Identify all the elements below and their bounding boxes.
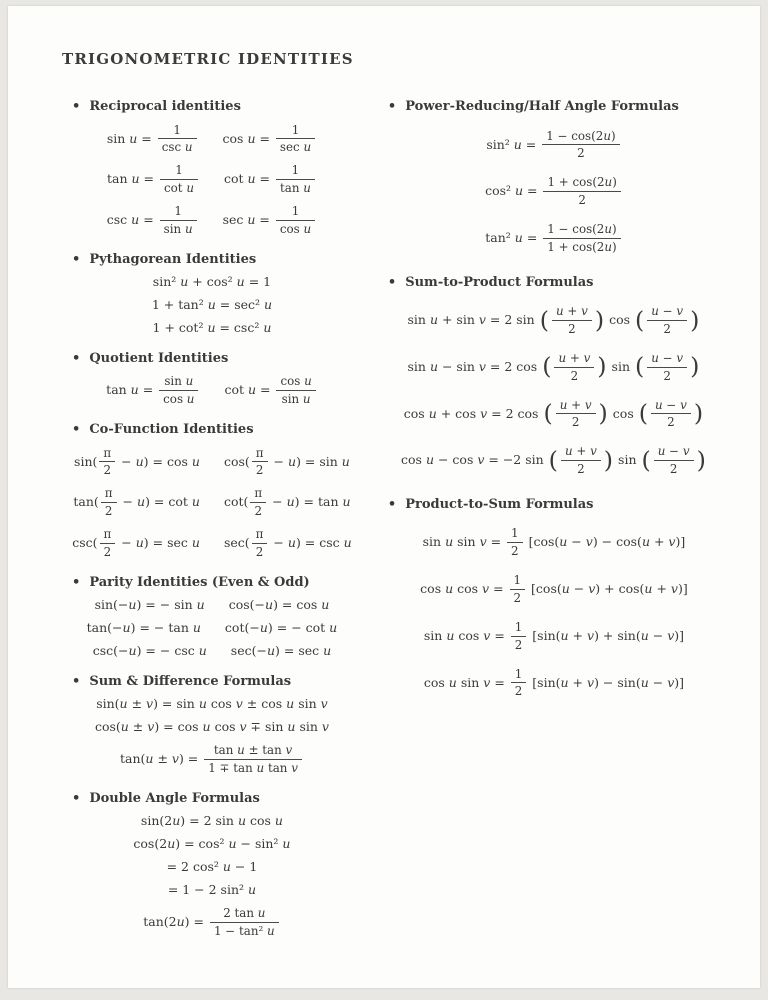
fraction: $\frac{\pi}{2}$ [101, 486, 117, 519]
formula: cot u = $\frac{1}{\text{tan u}}$ [224, 162, 317, 197]
formula: sin u sin v = $\frac{1}{2}$ [cos(u − v) − cos(u + v)] [422, 526, 686, 559]
formula: sin u − sin v = 2 cos ( $\frac{u + v}{2}$ ) sin ( $\frac{u - v}{2}$ ) [407, 350, 700, 383]
section-heading [72, 421, 358, 439]
formula: sin u cos v = $\frac{1}{2}$ [sin(u + v) + sin(u − v)] [423, 619, 685, 652]
formula: sin(2u) = 2 sin u cos u [140, 813, 283, 829]
formula: = 1 − 2 sin² u [167, 881, 257, 897]
formula-row [382, 221, 726, 256]
fraction: $\frac{u - v}{2}$ [647, 304, 687, 337]
formula: sin² u = $\frac{1 - \cos(2u)}{2}$ [486, 128, 621, 163]
fraction: $\frac{1}{\text{cos u}}$ [276, 204, 315, 237]
section-body [58, 813, 358, 939]
formula-row [382, 443, 726, 478]
formula-row [66, 905, 358, 940]
bullet-icon: • [387, 496, 397, 512]
bullet-icon: • [387, 274, 397, 290]
section-heading [72, 251, 358, 269]
formula-row [66, 696, 358, 713]
formula: tan(−u) = − tan u [86, 620, 201, 636]
identity-section [374, 496, 726, 700]
formula: cos(−u) = cos u [228, 597, 330, 613]
formula: csc u = $\frac{1}{\text{sin u}}$ [107, 203, 199, 238]
formula-row [66, 526, 358, 561]
formula-row [66, 162, 358, 197]
formula-row [66, 859, 358, 876]
formula: cos u + cos v = 2 cos ( $\frac{u + v}{2}$ ) cos ( $\frac{u - v}{2}$ ) [403, 397, 704, 430]
right-column [374, 98, 726, 718]
fraction: $\frac{\pi}{2}$ [250, 486, 266, 519]
fraction: $\frac{1 - \cos(2u)}{1 + \cos(2u)}$ [543, 222, 620, 255]
fraction: $\frac{1}{\text{sec u}}$ [276, 123, 315, 156]
formula: sin(u ± v) = sin u cos v ± cos u sin v [96, 696, 328, 712]
fraction: $\frac{\text{sin u}}{\text{cos u}}$ [159, 374, 198, 407]
formula: cot( $\frac{\pi}{2}$ − u) = tan u [223, 486, 351, 519]
formula: cos u sin v = $\frac{1}{2}$ [sin(u + v) − sin(u − v)] [423, 666, 685, 699]
bullet-icon: • [72, 99, 81, 114]
big-paren-right: ) [603, 445, 614, 474]
formula: tan(u ± v) = $\frac{\text{tan u ± tan v}}{\text{1 ∓ tan u tan v}}$ [120, 742, 304, 777]
identity-section [374, 274, 726, 478]
formula-row [382, 350, 726, 385]
section-heading-label: Parity Identities (Even & Odd) [89, 574, 310, 590]
bullet-icon: • [72, 251, 81, 267]
section-heading [72, 574, 358, 592]
section-heading-label: Co-Function Identities [89, 422, 254, 438]
formula: cos² u = $\frac{1 + \cos(2u)}{2}$ [485, 174, 623, 209]
fraction: $\frac{1}{\text{csc u}}$ [158, 123, 197, 156]
formula: sec( $\frac{\pi}{2}$ − u) = csc u [223, 526, 352, 559]
section-heading-label: Double Angle Formulas [89, 790, 260, 806]
identity-section [58, 574, 358, 660]
page-title: TRIGONOMETRIC IDENTITIES [62, 50, 354, 68]
formula-row [66, 643, 358, 660]
formula: tan u = $\frac{1}{\text{cot u}}$ [107, 162, 200, 197]
section-body [58, 445, 358, 561]
big-paren-right: ) [693, 398, 704, 427]
section-heading [388, 274, 726, 292]
bullet-icon: • [72, 673, 81, 689]
bullet-icon: • [72, 422, 81, 438]
section-body [58, 274, 358, 337]
section-body [58, 597, 358, 660]
fraction: $\frac{1}{2}$ [511, 620, 527, 653]
bullet-icon: • [72, 790, 81, 806]
formula: 1 + cot² u = csc² u [152, 319, 272, 335]
fraction: $\frac{u + v}{2}$ [561, 444, 601, 477]
formula: cot u = $\frac{\text{cos u}}{\text{sin u}}$ [224, 373, 317, 408]
fraction: $\frac{1}{\text{cot u}}$ [160, 163, 198, 196]
formula: tan( $\frac{\pi}{2}$ − u) = cot u [73, 486, 200, 519]
big-paren-left: ( [543, 398, 553, 427]
formula: cos(u ± v) = cos u cos v ∓ sin u sin v [94, 719, 329, 735]
fraction: $\frac{1}{\text{sin u}}$ [160, 204, 197, 237]
big-paren-right: ) [594, 305, 605, 334]
section-heading-label: Pythagorean Identities [89, 251, 257, 267]
section-body [58, 373, 358, 408]
fraction: $\frac{\pi}{2}$ [100, 527, 116, 560]
fraction: $\frac{\pi}{2}$ [252, 527, 268, 560]
formula-row [66, 597, 358, 614]
fraction: $\frac{u + v}{2}$ [552, 304, 592, 337]
formula: sec u = $\frac{1}{\text{cos u}}$ [223, 203, 318, 238]
fraction: $\frac{1 + \cos(2u)}{2}$ [543, 175, 620, 208]
formula-row [66, 373, 358, 408]
formula-row [382, 128, 726, 163]
identity-section [374, 98, 726, 256]
formula: cot(−u) = − cot u [224, 620, 338, 636]
section-heading [72, 350, 358, 368]
fraction: $\frac{\pi}{2}$ [99, 446, 115, 479]
formula: sin( $\frac{\pi}{2}$ − u) = cos u [74, 445, 200, 478]
section-heading [72, 673, 358, 691]
formula-row [382, 397, 726, 432]
formula-row [66, 742, 358, 777]
formula: sin(−u) = − sin u [94, 597, 205, 613]
formula: tan² u = $\frac{1 - \cos(2u)}{1 + \cos(2u)}$ [485, 221, 622, 256]
formula: tan(2u) = $\frac{\text{2 tan u}}{\text{1 − tan² u}}$ [143, 905, 280, 940]
section-body [58, 696, 358, 776]
section-heading [72, 790, 358, 808]
left-column [58, 98, 358, 953]
section-body [58, 122, 358, 238]
big-paren-right: ) [597, 352, 607, 381]
fraction: $\frac{u - v}{2}$ [647, 351, 687, 384]
big-paren-left: ( [542, 352, 552, 381]
document-page [8, 6, 760, 988]
formula-row [66, 203, 358, 238]
big-paren-left: ( [635, 352, 645, 381]
formula-row [66, 320, 358, 337]
identity-section [58, 673, 358, 777]
formula-row [382, 303, 726, 338]
formula-row [66, 620, 358, 637]
fraction: $\frac{\text{tan u ± tan v}}{\text{1 ∓ tan u tan v}}$ [204, 743, 302, 776]
fraction: $\frac{\text{2 tan u}}{\text{1 − tan² u}}$ [210, 906, 279, 939]
formula-row [66, 445, 358, 480]
fraction: $\frac{1}{2}$ [507, 526, 523, 559]
bullet-icon: • [72, 574, 81, 590]
bullet-icon: • [387, 99, 397, 114]
formula-row [382, 525, 726, 560]
big-paren-left: ( [548, 445, 558, 474]
fraction: $\frac{1}{2}$ [511, 667, 527, 700]
fraction: $\frac{1 - \cos(2u)}{2}$ [542, 129, 619, 162]
section-body [374, 525, 726, 700]
section-heading [388, 496, 726, 514]
formula-row [66, 274, 358, 291]
identity-section [58, 421, 358, 561]
section-heading [388, 98, 726, 116]
formula: cos u cos v = $\frac{1}{2}$ [cos(u − v) + cos(u + v)] [420, 573, 688, 605]
formula: cos(2u) = cos² u − sin² u [133, 836, 291, 852]
formula-row [382, 174, 726, 209]
identity-section [58, 790, 358, 940]
formula: cos( $\frac{\pi}{2}$ − u) = sin u [223, 445, 350, 478]
formula: sec(−u) = sec u [230, 642, 332, 658]
formula-row [66, 836, 358, 853]
bullet-icon: • [72, 350, 81, 366]
section-heading-label: Reciprocal identities [89, 99, 241, 114]
section-heading-label: Power-Reducing/Half Angle Formulas [405, 99, 679, 114]
section-body [374, 128, 726, 256]
big-paren-right: ) [690, 352, 700, 381]
section-body [374, 303, 726, 478]
big-paren-right: ) [598, 398, 608, 427]
fraction: $\frac{1}{2}$ [510, 573, 526, 606]
big-paren-right: ) [696, 445, 706, 474]
columns-container [58, 98, 726, 953]
formula-row [66, 485, 358, 520]
formula: sin u + sin v = 2 sin ( $\frac{u + v}{2}$ ) cos ( $\frac{u - v}{2}$ ) [407, 304, 700, 336]
formula-row [66, 882, 358, 899]
identity-section [58, 251, 358, 337]
formula: tan u = $\frac{\text{sin u}}{\text{cos u}}$ [106, 373, 200, 408]
section-heading [72, 98, 358, 116]
fraction: $\frac{u - v}{2}$ [654, 444, 694, 477]
big-paren-left: ( [635, 305, 645, 334]
section-heading-label: Sum & Difference Formulas [89, 673, 292, 689]
formula-row [66, 297, 358, 314]
fraction: $\frac{1}{\text{tan u}}$ [276, 163, 315, 196]
formula-row [382, 619, 726, 654]
formula-row [382, 572, 726, 607]
section-heading-label: Product-to-Sum Formulas [405, 496, 594, 512]
fraction: $\frac{u - v}{2}$ [651, 398, 691, 431]
formula: = 2 cos² u − 1 [166, 859, 258, 875]
fraction: $\frac{u + v}{2}$ [556, 398, 596, 431]
section-heading-label: Sum-to-Product Formulas [405, 274, 594, 290]
formula-row [66, 719, 358, 736]
section-heading-label: Quotient Identities [89, 350, 229, 366]
formula-row [66, 813, 358, 830]
fraction: $\frac{u + v}{2}$ [554, 351, 594, 384]
big-paren-left: ( [641, 445, 651, 474]
fraction: $\frac{\pi}{2}$ [252, 446, 268, 479]
formula: csc( $\frac{\pi}{2}$ − u) = sec u [72, 526, 200, 559]
big-paren-left: ( [638, 398, 648, 427]
formula: csc(−u) = − csc u [92, 642, 207, 658]
big-paren-left: ( [539, 305, 549, 334]
big-paren-right: ) [690, 305, 700, 334]
identity-section [58, 98, 358, 238]
identity-section [58, 350, 358, 408]
formula: sin u = $\frac{1}{\text{csc u}}$ [107, 122, 199, 157]
fraction: $\frac{\text{cos u}}{\text{sin u}}$ [276, 374, 315, 407]
formula: cos u = $\frac{1}{\text{sec u}}$ [223, 122, 318, 157]
formula: cos u − cos v = −2 sin ( $\frac{u + v}{2}$ ) sin ( $\frac{u - v}{2}$ ) [401, 444, 706, 477]
formula: 1 + tan² u = sec² u [151, 297, 273, 313]
formula: sin² u + cos² u = 1 [152, 274, 272, 290]
formula-row [382, 666, 726, 701]
formula-row [66, 122, 358, 157]
